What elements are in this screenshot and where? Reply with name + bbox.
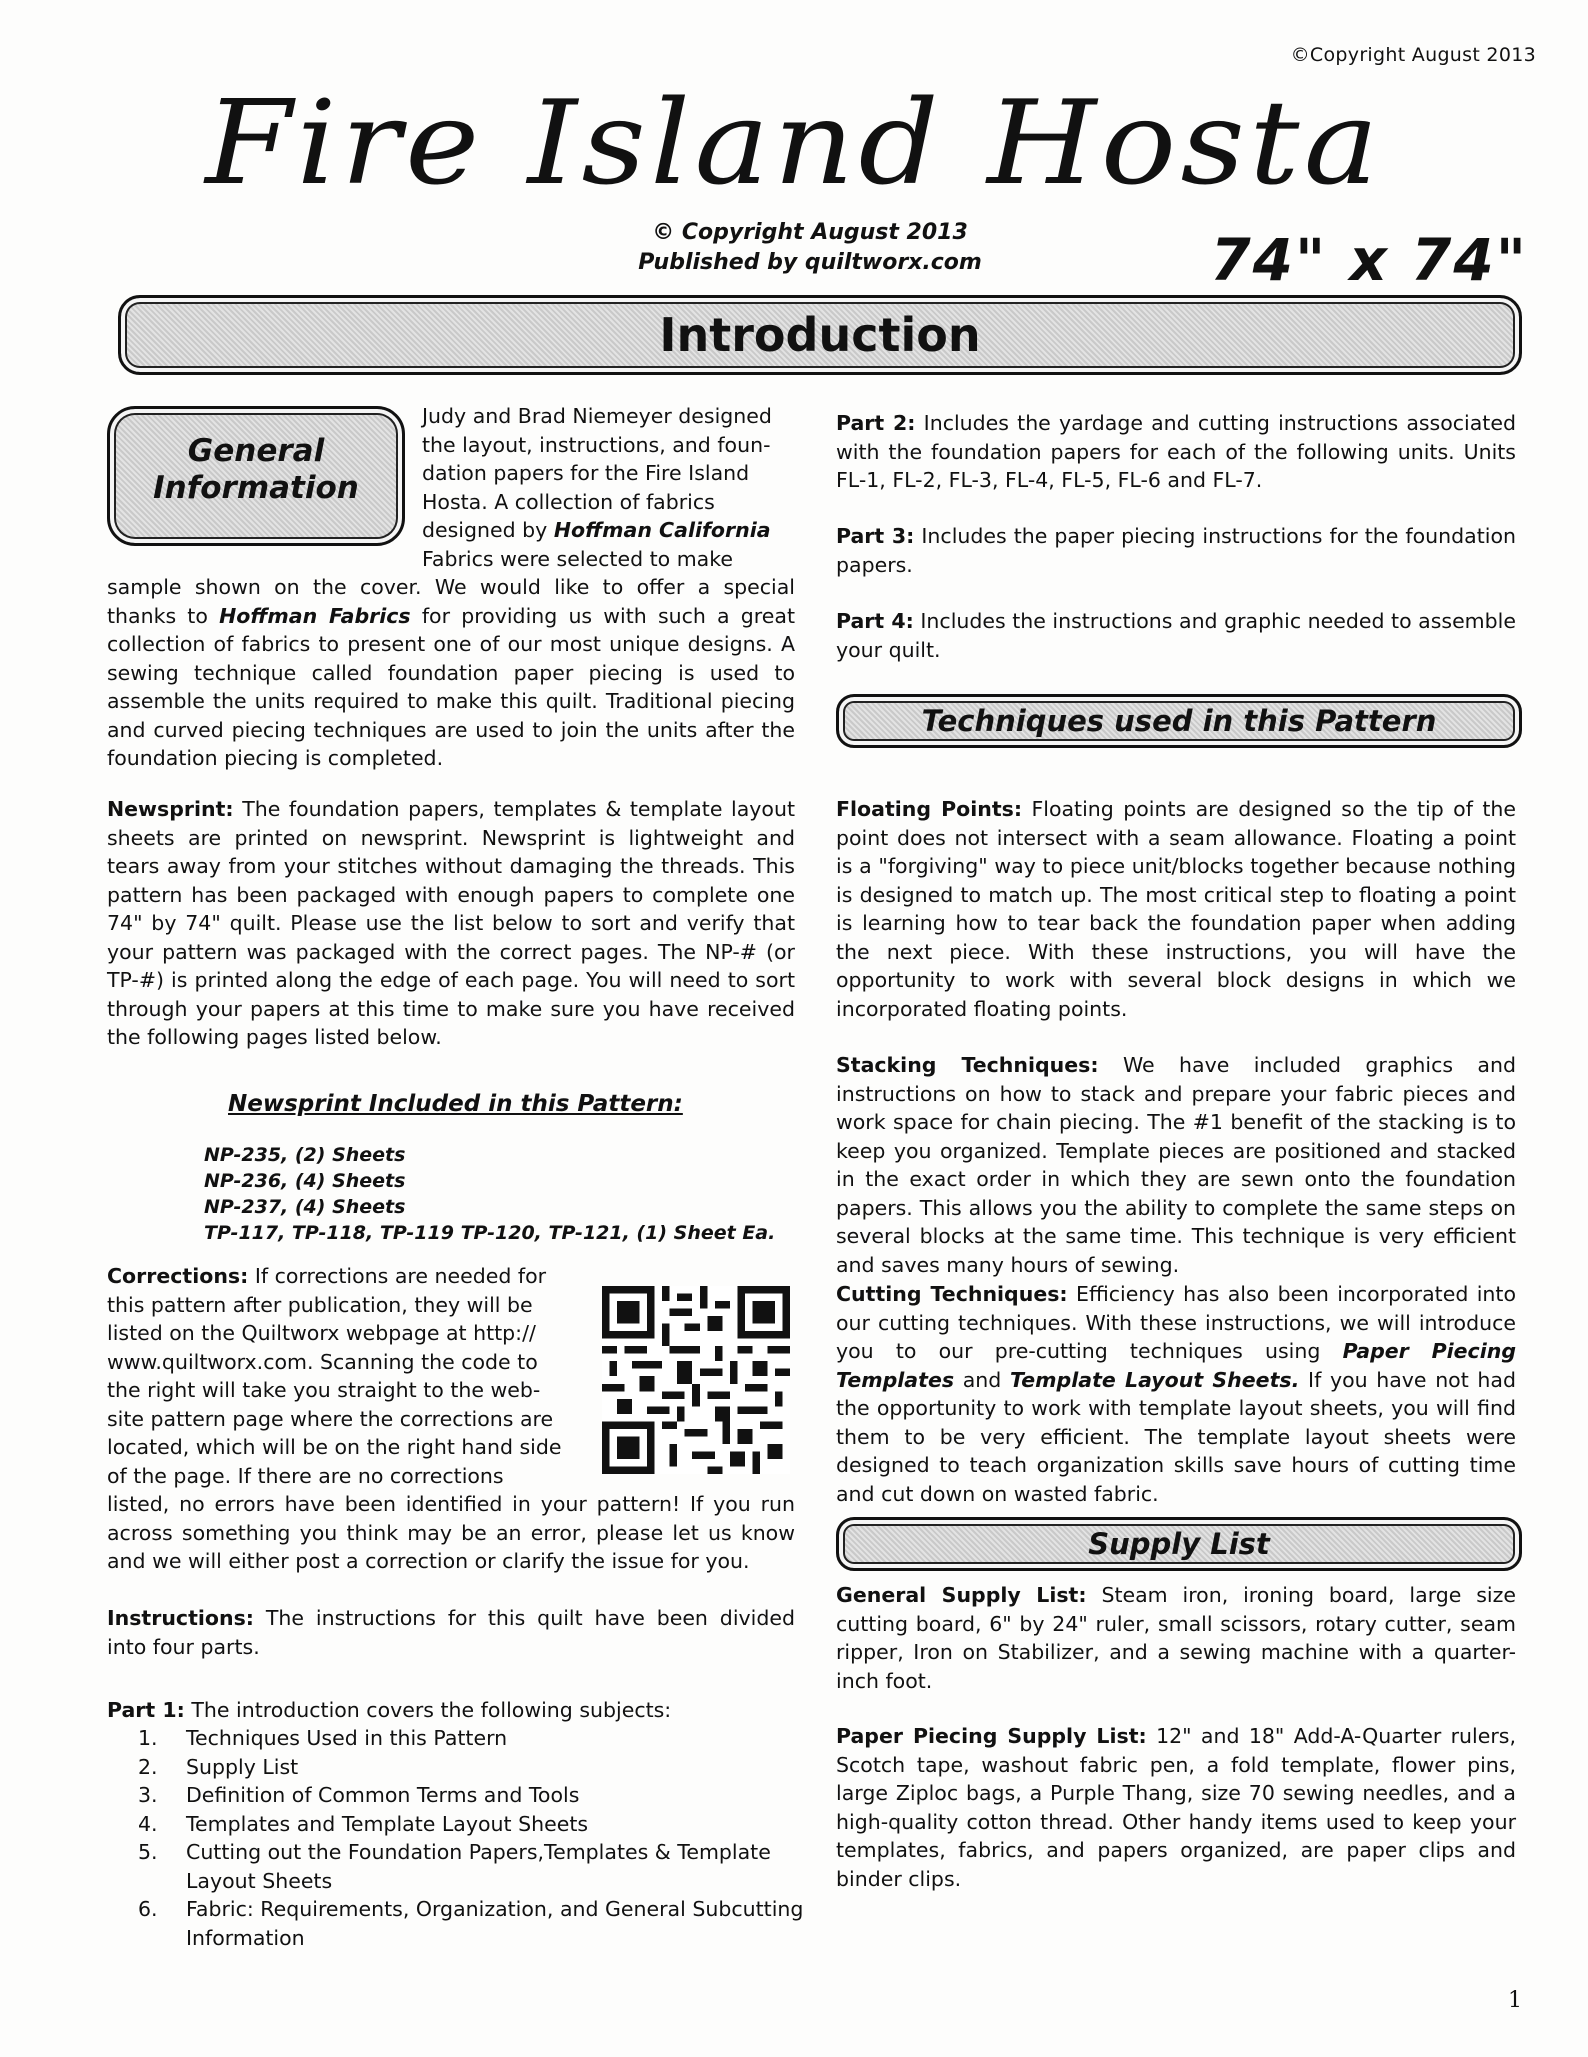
part1-label: Part 1: (107, 1698, 185, 1722)
list-item (138, 1781, 826, 1810)
corrections-paragraph-rest: listed, no errors have been identified in your pattern! If you run across something you think may be an error, please let us know and we will either post a correction or clarify the issue for you. (107, 1492, 795, 1573)
corrections-text: If corrections are needed for (254, 1264, 547, 1288)
newsprint-list (204, 1142, 775, 1246)
page-number: 1 (1508, 1988, 1522, 2013)
list-text: Definition of Common Terms and Tools (186, 1783, 580, 1807)
intro-line: Hosta. A collection of fabrics (422, 489, 715, 514)
part4-paragraph (836, 607, 1516, 664)
list-number: 3. (138, 1783, 158, 1807)
corrections-line: located, which will be on the right hand side (107, 1435, 562, 1459)
list-item (138, 1838, 826, 1895)
intro-line-text: designed by (422, 518, 548, 542)
floating-points-label: Floating Points: (836, 797, 1023, 821)
cutting-label: Cutting Techniques: (836, 1282, 1068, 1306)
part2-paragraph (836, 409, 1516, 495)
newsprint-list-item: NP-236, (4) Sheets (204, 1170, 406, 1192)
part4-text: Includes the instructions and graphic needed to assemble your quilt. (836, 609, 1516, 662)
corrections-line: www.quiltworx.com. Scanning the code to (107, 1349, 538, 1374)
general-supply-text: Steam iron, ironing board, large size cutting board, 6" by 24" ruler, small scissors, rotary cutter, seam ripper, Iron on Stabilizer, and a sewing machine with a quarter-inch foot. (836, 1583, 1516, 1693)
part2-text: Includes the yardage and cutting instructions associated with the foundation papers for each of the following units. Units FL-1, FL-2, FL-3, FL-4, FL-5, FL-6 and FL-7. (836, 411, 1516, 492)
quilt-size: 74" x 74" (1210, 226, 1528, 294)
paper-supply-label: Paper Piecing Supply List: (836, 1724, 1147, 1748)
floating-points-text: Floating points are designed so the tip of the point does not intersect with a seam allowance. Floating a point is a "forgiving" way to piece unit/blocks together because nothing is designed to match up. The most critical step to floating a point is learning how to tear back the foundation paper when adding the next piece. With these instructions, you will have the opportunity to work with several block designs in which we incorporated floating points. (836, 797, 1516, 1021)
list-number: 5. (138, 1840, 158, 1864)
stacking-label: Stacking Techniques: (836, 1053, 1099, 1077)
template-layout-sheets: Template Layout Sheets. (1009, 1367, 1300, 1392)
list-number: 6. (138, 1897, 158, 1921)
intro-line: Judy and Brad Niemeyer designed (422, 404, 772, 428)
newsprint-list-title: Newsprint Included in this Pattern: (228, 1091, 683, 1117)
publication-info (610, 218, 1010, 278)
corrections-line (107, 1262, 577, 1291)
corrections-line: the right will take you straight to the web- (107, 1378, 541, 1402)
paper-supply-paragraph (836, 1722, 1516, 1893)
introduction-banner: Introduction (118, 295, 1522, 375)
general-information-banner (107, 406, 405, 546)
intro-line (422, 516, 795, 545)
intro-line (422, 545, 795, 574)
corrections-line: of the page. If there are no corrections (107, 1463, 504, 1488)
list-text: Techniques Used in this Pattern (186, 1726, 508, 1750)
list-text: Templates and Template Layout Sheets (186, 1811, 589, 1836)
newsprint-list-item: NP-237, (4) Sheets (204, 1196, 406, 1218)
list-number: 4. (138, 1811, 158, 1836)
techniques-banner: Techniques used in this Pattern (836, 694, 1522, 748)
newsprint-paragraph (107, 795, 795, 1052)
newsprint-text: The foundation papers, templates & template layout sheets are printed on newsprint. Newsprint is lightweight and tears away from your stitches without damaging the threads. This pattern has been packaged with enough papers to complete one 74" by 74" quilt. Please use the list below to sort and verify that your pattern was packaged with the correct pages. The NP-# (or TP-#) is printed along the edge of each page. You will need to sort through your papers at this time to make sure you have received the following pages listed below. (107, 797, 795, 1049)
stacking-paragraph (836, 1051, 1516, 1279)
pattern-title: Fire Island Hosta (205, 76, 1383, 211)
corrections-line: this pattern after publication, they will be (107, 1292, 533, 1317)
intro-line: the layout, instructions, and foun- (422, 432, 771, 457)
cutting-and: and (962, 1367, 1002, 1392)
floating-points-paragraph (836, 795, 1516, 1023)
corrections-line: listed on the Quiltworx webpage at http:// (107, 1321, 536, 1345)
list-number: 1. (138, 1726, 158, 1750)
part3-text: Includes the paper piecing instructions for the foundation papers. (836, 524, 1516, 577)
list-item (138, 1810, 826, 1839)
general-supply-paragraph (836, 1581, 1516, 1695)
intro-text: sample shown on the cover. We would like to offer a special thanks to (107, 575, 795, 628)
newsprint-list-item: NP-235, (2) Sheets (204, 1144, 406, 1166)
part3-paragraph (836, 522, 1516, 579)
newsprint-label: Newsprint: (107, 797, 234, 821)
corrections-line: site pattern page where the corrections are (107, 1406, 554, 1431)
corrections-label: Corrections: (107, 1264, 249, 1288)
qr-code[interactable] (602, 1286, 790, 1474)
list-text: Fabric: Requirements, Organization, and General Subcutting Information (186, 1897, 804, 1950)
list-number: 2. (138, 1754, 158, 1779)
list-text: Cutting out the Foundation Papers,Templates & Template Layout Sheets (186, 1840, 771, 1893)
intro-line: dation papers for the Fire Island (422, 461, 750, 485)
part1-text: The introduction covers the following subjects: (191, 1698, 672, 1722)
list-item (138, 1724, 826, 1753)
instructions-paragraph (107, 1604, 795, 1661)
paper-piecing-templates: Paper Piecing Templates (836, 1339, 1516, 1392)
general-supply-label: General Supply List: (836, 1583, 1087, 1607)
pub-copyright: © Copyright August 2013 (652, 220, 968, 245)
part1-list (138, 1724, 826, 1952)
instructions-text: The instructions for this quilt have been divided into four parts. (107, 1606, 795, 1659)
part1-heading (107, 1696, 795, 1725)
intro-text: for providing us with such a great collection of fabrics to present one of our most unique designs. A sewing technique called foundation paper piecing is used to assemble the units required to make this quilt. Traditional piecing and curved piecing techniques are used to join the units after the foundation piecing is completed. (107, 603, 796, 770)
list-item (138, 1895, 826, 1952)
general-label: General (187, 433, 325, 469)
part2-label: Part 2: (836, 411, 916, 435)
hoffman-california: Hoffman California (553, 518, 771, 542)
intro-paragraph-start (422, 402, 795, 573)
stacking-text: We have included graphics and instructions on how to stack and prepare your fabric pieces and work space for chain piecing. The #1 benefit of the stacking is to keep you organized. Template pieces are positioned and stacked in the exact order in which they are sewn onto the foundation papers. This allows you the ability to complete the same steps on several blocks at the same time. This technique is very efficient and saves many hours of sewing. (836, 1053, 1516, 1277)
pub-publisher: Published by quiltworx.com (638, 250, 982, 275)
hoffman-fabrics: Hoffman Fabrics (219, 603, 411, 628)
intro-paragraph-rest (107, 573, 795, 773)
list-item (138, 1753, 826, 1782)
cutting-paragraph (836, 1280, 1516, 1508)
paper-supply-text: 12" and 18" Add-A-Quarter rulers, Scotch tape, washout fabric pen, a fold template, flower pins, large Ziploc bags, a Purple Thang, size 70 sewing needles, and a high-quality cotton thread. Other handy items used to keep your templates, fabrics, and papers organized, are paper clips and binder clips. (836, 1724, 1516, 1891)
instructions-label: Instructions: (107, 1606, 254, 1630)
copyright-top: ©Copyright August 2013 (1290, 44, 1536, 66)
information-label: Information (153, 470, 359, 506)
newsprint-list-item: TP-117, TP-118, TP-119 TP-120, TP-121, (1) Sheet Ea. (204, 1222, 776, 1244)
part3-label: Part 3: (836, 524, 915, 548)
part4-label: Part 4: (836, 609, 914, 633)
corrections-paragraph-start (107, 1262, 577, 1490)
supply-list-banner: Supply List (836, 1517, 1522, 1571)
list-text: Supply List (186, 1754, 299, 1779)
cutting-text: Efficiency has also been incorporated into our cutting techniques. With these instructions, we will introduce you to our pre-cutting techniques using (836, 1282, 1516, 1363)
intro-line-text: Fabrics were selected to make (422, 546, 733, 571)
cutting-text: If you have not had the opportunity to work with template layout sheets, you will find them to be very efficient. The template layout sheets were designed to teach organization skills save hours of cutting time and cut down on wasted fabric. (836, 1367, 1516, 1506)
